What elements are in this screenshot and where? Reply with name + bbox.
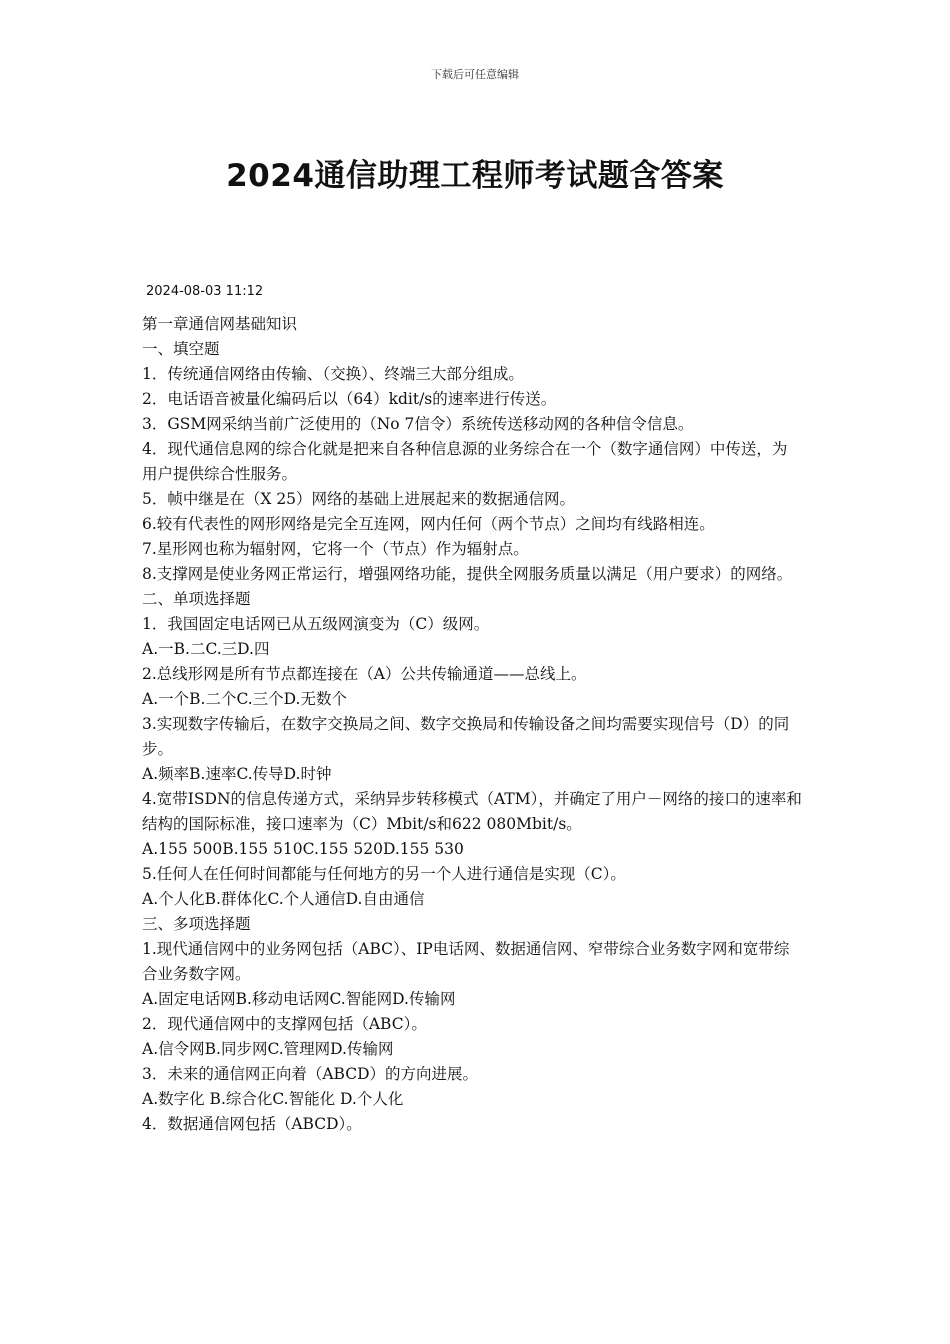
answer-options: A.数字化 B.综合化C.智能化 D.个人化 — [142, 1090, 404, 1108]
question: 7.星形网也称为辐射网，它将一个（节点）作为辐射点。 — [142, 540, 529, 558]
question: 1．传统通信网络由传输、（交换）、终端三大部分组成。 — [142, 365, 524, 383]
question: 3．GSM网采纳当前广泛使用的（No 7信令）系统传送移动网的各种信令信息。 — [142, 415, 694, 433]
question: 8.支撑网是使业务网正常运行，增强网络功能，提供全网服务质量以满足（用户要求）的网络。 — [142, 565, 793, 583]
answer-options: A.固定电话网B.移动电话网C.智能网D.传输网 — [142, 990, 456, 1008]
question: 5.任何人在任何时间都能与任何地方的另一个人进行通信是实现（C）。 — [142, 865, 626, 883]
question: 3.实现数字传输后，在数字交换局之间、数字交换局和传输设备之间均需要实现信号（D）的同步。 — [142, 715, 790, 758]
question: 3．未来的通信网正向着（ABCD）的方向进展。 — [142, 1065, 479, 1083]
chapter-heading: 第一章通信网基础知识 — [142, 315, 298, 333]
document-title: 2024通信助理工程师考试题含答案 — [226, 158, 724, 194]
question: 4．数据通信网包括（ABCD）。 — [142, 1115, 362, 1133]
answer-options: A.个人化B.群体化C.个人通信D.自由通信 — [142, 890, 425, 908]
question: 1．我国固定电话网已从五级网演变为（C）级网。 — [142, 615, 490, 633]
answer-options: A.信令网B.同步网C.管理网D.传输网 — [142, 1040, 394, 1058]
question: 2．现代通信网中的支撑网包括（ABC）。 — [142, 1015, 427, 1033]
document-date: 2024-08-03 11:12 — [146, 284, 264, 299]
section-heading: 二、单项选择题 — [142, 590, 251, 608]
answer-options: A.155 500B.155 510C.155 520D.155 530 — [142, 840, 464, 858]
question: 6.较有代表性的网形网络是完全互连网，网内任何（两个节点）之间均有线路相连。 — [142, 515, 715, 533]
answer-options: A.一个B.二个C.三个D.无数个 — [142, 690, 347, 708]
section-heading: 一、填空题 — [142, 340, 220, 358]
page-header: 下载后可任意编辑 — [431, 68, 519, 81]
question: 5．帧中继是在（X 25）网络的基础上进展起来的数据通信网。 — [142, 490, 576, 508]
question: 4.宽带ISDN的信息传递方式，采纳异步转移模式（ATM），并确定了用户－网络的接口的速率和结构的国际标准，接口速率为（C）Mbit/s和622 080Mbit/s。 — [142, 790, 802, 833]
question: 2．电话语音被量化编码后以（64）kdit/s的速率进行传送。 — [142, 390, 557, 408]
question: 2.总线形网是所有节点都连接在（A）公共传输通道——总线上。 — [142, 665, 587, 683]
document-body — [142, 312, 802, 1137]
question: 4．现代通信息网的综合化就是把来自各种信息源的业务综合在一个（数字通信网）中传送，为用户提供综合性服务。 — [142, 440, 788, 483]
section-heading: 三、多项选择题 — [142, 915, 251, 933]
answer-options: A.一B.二C.三D.四 — [142, 640, 270, 658]
answer-options: A.频率B.速率C.传导D.时钟 — [142, 765, 332, 783]
question: 1.现代通信网中的业务网包括（ABC）、IP电话网、数据通信网、窄带综合业务数字网和宽带综合业务数字网。 — [142, 940, 790, 983]
